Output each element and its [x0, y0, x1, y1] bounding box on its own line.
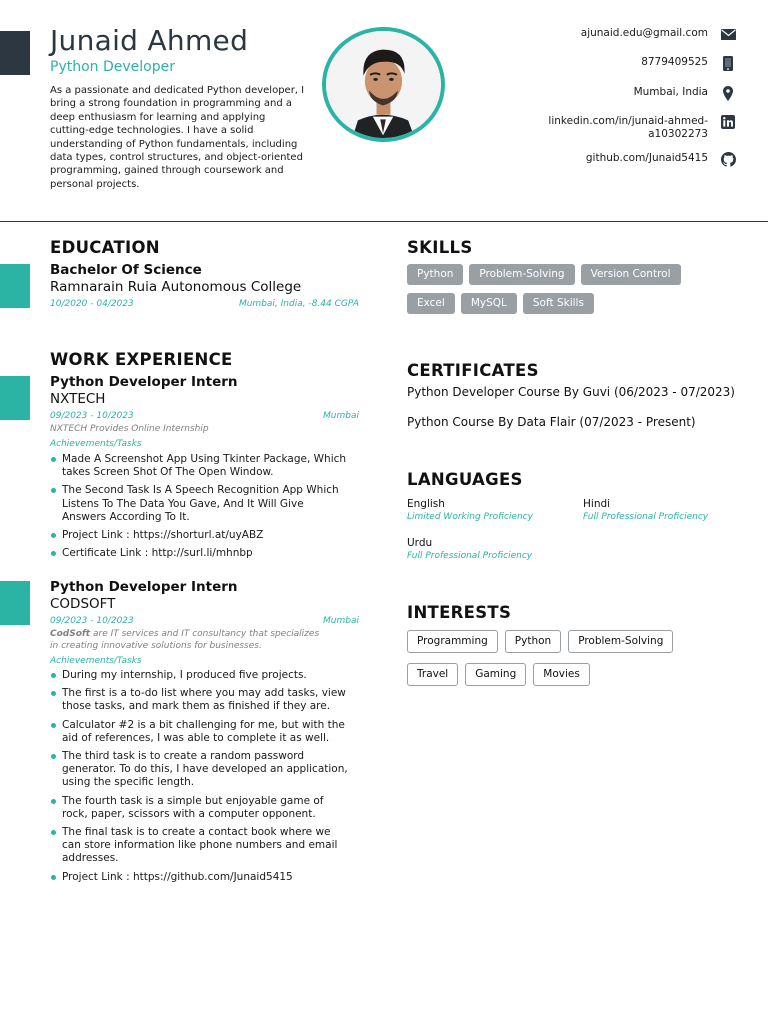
task-item: Certificate Link : http://surl.li/mhnbp — [50, 547, 350, 560]
skill-tag: Excel — [407, 293, 455, 314]
task-item: Project Link : https://shorturl.at/uyABZ — [50, 529, 350, 542]
language-name: Hindi — [583, 498, 611, 510]
contact-linkedin-line1[interactable]: linkedin.com/in/junaid-ahmed- — [548, 115, 708, 127]
certificates-heading: CERTIFICATES — [407, 361, 539, 380]
candidate-name: Junaid Ahmed — [50, 24, 249, 57]
task-item: The first is a to-do list where you may add tasks, view those tasks, and mark them as finished if they are. — [50, 687, 350, 713]
job-title: Python Developer Intern — [50, 374, 238, 390]
contact-github-text[interactable]: github.com/Junaid5415 — [585, 152, 708, 164]
github-icon — [720, 152, 736, 166]
job-location: Mumbai — [323, 616, 359, 626]
skill-tag: Problem-Solving — [469, 264, 574, 285]
certificate-item: Python Course By Data Flair (07/2023 - Present) — [407, 415, 696, 429]
language-name: English — [407, 498, 445, 510]
job-company: CODSOFT — [50, 596, 116, 612]
job-company: NXTECH — [50, 391, 106, 407]
task-item: Calculator #2 is a bit challenging for me, but with the aid of references, I was able to complete it as well. — [50, 719, 350, 745]
phone-icon — [720, 56, 736, 70]
task-item: The Second Task Is A Speech Recognition App Which Listens To The Data You Gave, And It Will Give Answers According To It. — [50, 484, 350, 524]
skills-heading: SKILLS — [407, 238, 473, 257]
contact-linkedin-text[interactable] — [548, 115, 708, 141]
contact-phone-text[interactable]: 8779409525 — [641, 56, 708, 68]
skills-list — [407, 264, 707, 314]
task-item: During my internship, I produced five projects. — [50, 669, 350, 682]
job-accent-bar — [0, 581, 30, 625]
profile-photo-image — [326, 31, 441, 138]
language-name: Urdu — [407, 537, 433, 549]
interest-tag: Gaming — [465, 663, 526, 686]
interest-tag: Travel — [407, 663, 458, 686]
job-accent-bar — [0, 376, 30, 420]
summary-text: As a passionate and dedicated Python developer, I bring a strong foundation in programming and a deep enthusiasm for learning and applying cutting-edge technologies. I have a solid understanding of Python fundamentals, including data types, control structures, and object-oriented programming, gained through coursework and personal projects. — [50, 85, 305, 190]
contact-email[interactable] — [581, 27, 736, 41]
task-item: The third task is to create a random password generator. To do this, I have developed an application, using the specific length. — [50, 750, 350, 790]
envelope-icon — [720, 27, 736, 41]
job-tasks-label: Achievements/Tasks — [50, 656, 142, 666]
interest-tag: Python — [505, 630, 561, 653]
education-accent-bar — [0, 264, 30, 308]
job-location: Mumbai — [323, 411, 359, 421]
education-dates: 10/2020 - 04/2023 — [50, 299, 134, 309]
job-description: NXTECH Provides Online Internship — [50, 424, 209, 434]
task-item: Project Link : https://github.com/Junaid5415 — [50, 871, 350, 884]
linkedin-icon — [720, 115, 736, 129]
languages-heading: LANGUAGES — [407, 470, 523, 489]
education-heading: EDUCATION — [50, 238, 160, 257]
skill-tag: Version Control — [581, 264, 681, 285]
task-item: The fourth task is a simple but enjoyable game of rock, paper, scissors with a computer opponent. — [50, 795, 350, 821]
job-dates: 09/2023 - 10/2023 — [50, 411, 134, 421]
task-item: Made A Screenshot App Using Tkinter Package, Which takes Screen Shot Of The Open Window. — [50, 453, 350, 479]
education-school: Ramnarain Ruia Autonomous College — [50, 279, 302, 295]
contact-linkedin-line2[interactable]: a10302273 — [648, 128, 708, 140]
header-accent-bar — [0, 31, 30, 75]
contact-email-text[interactable]: ajunaid.edu@gmail.com — [580, 27, 708, 39]
work-heading: WORK EXPERIENCE — [50, 350, 233, 369]
skill-tag: Soft Skills — [523, 293, 594, 314]
profile-photo — [322, 27, 445, 142]
interest-tag: Movies — [533, 663, 590, 686]
task-item: The final task is to create a contact book where we can store information like phone numbers and email addresses. — [50, 826, 350, 866]
certificate-item: Python Developer Course By Guvi (06/2023 - 07/2023) — [407, 385, 735, 399]
language-level: Full Professional Proficiency — [407, 551, 533, 561]
candidate-role: Python Developer — [50, 59, 175, 75]
job-title: Python Developer Intern — [50, 579, 238, 595]
contact-github[interactable] — [586, 152, 736, 166]
job-description — [50, 629, 330, 652]
contact-phone[interactable] — [641, 56, 736, 70]
contact-location — [634, 86, 736, 100]
job-dates: 09/2023 - 10/2023 — [50, 616, 134, 626]
education-degree: Bachelor Of Science — [50, 262, 202, 278]
job-tasks-list — [50, 669, 350, 889]
contact-location-text: Mumbai, India — [633, 86, 708, 98]
contact-linkedin[interactable] — [548, 115, 736, 141]
interests-heading: INTERESTS — [407, 603, 512, 622]
interest-tag: Programming — [407, 630, 498, 653]
job-description-text: are IT services and IT consultancy that specializes in creating innovative solutions for businesses. — [50, 629, 320, 651]
job-tasks-label: Achievements/Tasks — [50, 439, 142, 449]
language-level: Full Professional Proficiency — [583, 512, 709, 522]
interest-tag: Problem-Solving — [568, 630, 673, 653]
map-pin-icon — [720, 86, 736, 100]
skill-tag: MySQL — [461, 293, 517, 314]
job-tasks-list — [50, 453, 350, 565]
job-description-company: CodSoft — [50, 629, 91, 639]
interests-list — [407, 630, 707, 686]
header-divider — [0, 221, 768, 222]
education-location: Mumbai, India, -8.44 CGPA — [238, 299, 359, 309]
language-level: Limited Working Proficiency — [407, 512, 533, 522]
skill-tag: Python — [407, 264, 463, 285]
